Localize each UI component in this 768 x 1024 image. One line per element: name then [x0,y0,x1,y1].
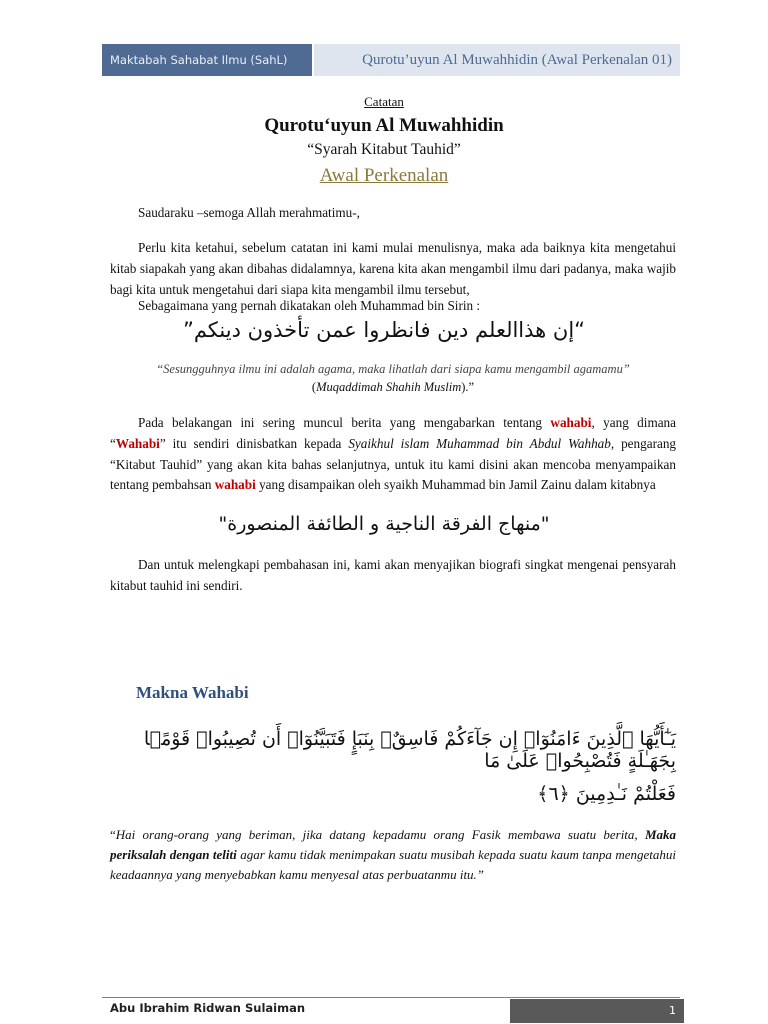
p2-text-d: pengarang “Kitabut Tauhid” yang akan kita bahas selanjutnya, untuk itu kami disini akan mencoba menyampaikan tentang pembahsan [110,435,677,493]
quote-translation: “Sesungguhnya ilmu ini adalah agama, maka lihatlah dari siapa kamu mengambil agamamu” [156,362,630,376]
paragraph-sirin: Sebagaimana yang pernah dikatakan oleh Muhammad bin Sirin : [138,298,481,313]
verse-translation [110,825,676,885]
footer-author: Abu Ibrahim Ridwan Sulaiman [110,1001,306,1015]
document-subtitle: “Syarah Kitabut Tauhid” [307,141,461,158]
heading-makna-wahabi: Makna Wahabi [136,683,249,702]
greeting: Saudaraku –semoga Allah merahmatimu-, [138,205,360,220]
translation-emphasis: Maka periksalah dengan teliti [110,827,676,862]
translation-part-a: Hai orang-orang yang beriman, jika datang kepadamu orang Fasik membawa suatu berita, [115,827,645,842]
quran-verse-line-2: فَعَلْتُمْ نَـٰدِمِينَ ﴿٦﴾ [537,783,676,805]
page-number: 1 [510,999,684,1023]
wahabi-term-1: wahabi [550,415,592,430]
arabic-book-title: "منهاج الفرقة الناجية و الطائفة المنصورة" [218,513,550,535]
wahabi-term-2: Wahabi [115,435,160,451]
paragraph-biography: Dan untuk melengkapi pembahasan ini, kami akan menyajikan biografi singkat mengenai pensyarah kitabut tauhid ini sendiri. [110,557,676,593]
quote-source-title: Muqaddimah Shahih Muslim [316,380,462,394]
document-title: Qurotu‘uyun Al Muwahhidin [264,115,504,136]
p2-italic-name: Syaikhul islam Muhammad bin Abdul Wahhab, [348,435,615,451]
quote-source-close: ).” [461,380,475,394]
translation-part-c: agar kamu tidak menimpakan suatu musibah kepada suatu kaum tanpa mengetahui keadaannya yang menyebabkan kamu menyesal atas perbuatanmu itu.” [110,847,676,882]
paragraph-wahabi [110,413,676,496]
catatan-label: Catatan [364,94,404,109]
quran-verse-line-1: يَـٰٓأَيُّهَا ٱلَّذِينَ ءَامَنُوٓا۟ إِن جَآءَكُمْ فَاسِقٌۢ بِنَبَإٍ فَتَبَيَّنُوٓا۟ أَن تُصِيبُوا۟ قَوْمًۢا بِجَهَـٰلَةٍ فَتُصْبِحُوا۟ عَلَىٰ مَا [143,728,676,772]
wahabi-term-3: wahabi [214,477,256,493]
header-publisher: Maktabah Sahabat Ilmu (SahL) [102,44,312,76]
arabic-quote: “إن هذاالعلم دين فانظروا عمن تأخذون دينكم” [182,318,586,342]
paragraph-intro: Perlu kita ketahui, sebelum catatan ini kami mulai menulisnya, maka ada baiknya kita mengetahui kitab siapakah yang akan dibahas didalamnya, karena kita akan mengambil ilmu dari padanya, maka wajib bagi kita untuk mengetahui dari siapa kita mengambil ilmu tersebut, [110,240,676,297]
translation-open-quote: “ [110,827,116,842]
footer-rule [102,997,680,998]
section-heading: Awal Perkenalan [319,165,449,186]
p2-text-a: Pada belakangan ini sering muncul berita yang mengabarkan tentang [138,415,551,430]
p2-text-c: ” itu sendiri dinisbatkan kepada [159,435,349,451]
quote-source-open: ( [311,380,317,394]
p2-text-b: , yang dimana “ [110,415,676,451]
quote-source [110,378,676,397]
header-doc-title: Qurotu’uyun Al Muwahhidin (Awal Perkenalan 01) [314,44,680,76]
p2-text-e: yang disampaikan oleh syaikh Muhammad bin Jamil Zainu dalam kitabnya [255,477,656,493]
